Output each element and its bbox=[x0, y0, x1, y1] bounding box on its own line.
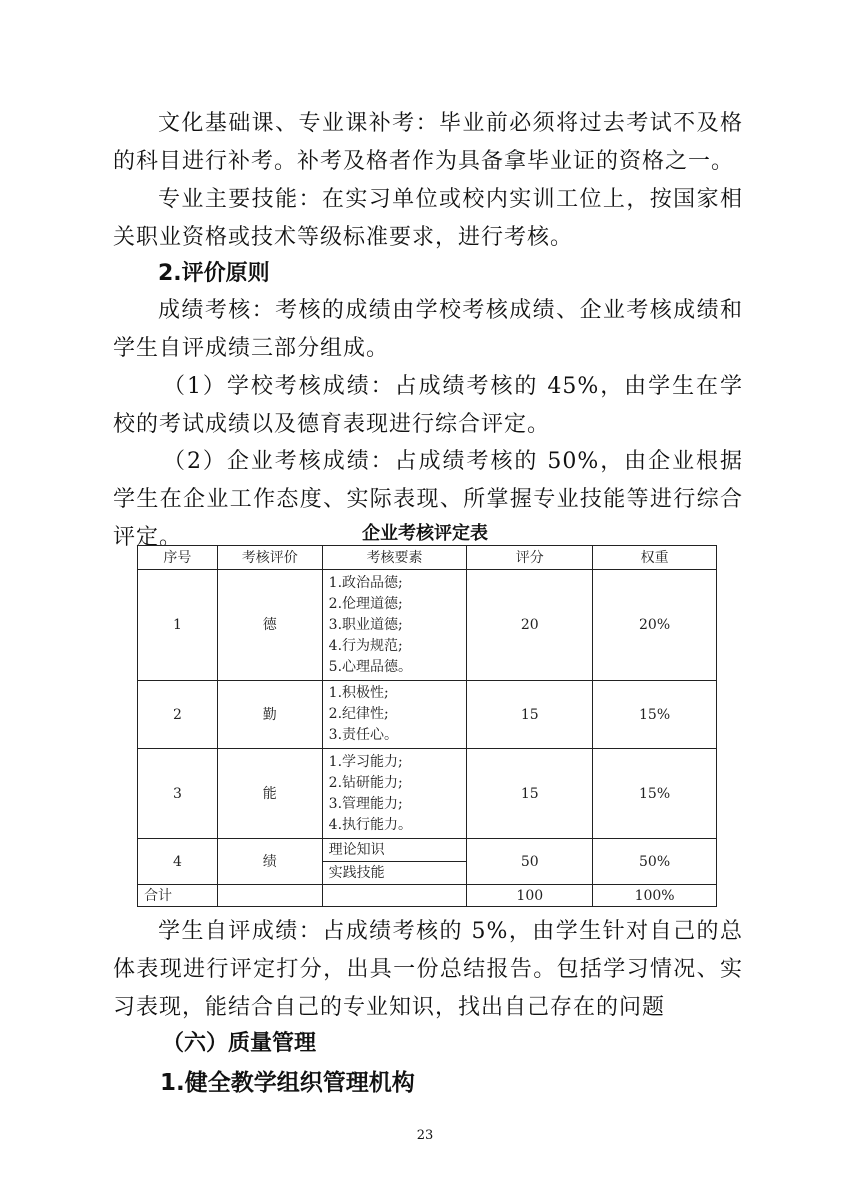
paragraph-self-assessment: 学生自评成绩：占成绩考核的 5%，由学生针对自己的总体表现进行评定打分，出具一份总结报告。包括学习情况、实习表现，能结合自己的专业知识，找出自己存在的问题 bbox=[113, 919, 743, 1020]
header-score: 评分 bbox=[467, 546, 593, 570]
row-score: 15 bbox=[467, 749, 593, 839]
row-weight: 20% bbox=[593, 570, 717, 681]
element-item: 4.执行能力。 bbox=[328, 816, 413, 833]
paragraph-makeup-exam: 文化基础课、专业课补考：毕业前必须将过去考试不及格的科目进行补考。补考及格者作为具备拿毕业证的资格之一。 bbox=[113, 111, 743, 174]
row-weight: 15% bbox=[593, 749, 717, 839]
element-item: 1.积极性; bbox=[328, 685, 389, 701]
total-weight: 100% bbox=[593, 885, 717, 907]
total-score: 100 bbox=[467, 885, 593, 907]
table-total-row bbox=[138, 885, 717, 907]
element-item: 2.伦理道德; bbox=[328, 595, 403, 612]
element-item: 4.行为规范; bbox=[328, 637, 403, 654]
row-elements bbox=[322, 681, 467, 749]
element-item: 1.学习能力; bbox=[328, 753, 403, 770]
element-item: 3.责任心。 bbox=[328, 727, 399, 743]
element-item: 2.纪律性; bbox=[328, 706, 389, 722]
row-no: 3 bbox=[138, 749, 218, 839]
header-category: 考核评价 bbox=[217, 546, 322, 570]
paragraph-core-skills: 专业主要技能：在实习单位或校内实训工位上，按国家相关职业资格或技术等级标准要求，进行考核。 bbox=[113, 187, 743, 250]
paragraph-school-assessment: （1）学校考核成绩：占成绩考核的 45%，由学生在学校的考试成绩以及德育表现进行综合评定。 bbox=[113, 374, 743, 437]
row-no: 1 bbox=[138, 570, 218, 681]
row-weight: 50% bbox=[593, 839, 717, 885]
heading-teaching-organization: 1.健全教学组织管理机构 bbox=[160, 1070, 415, 1096]
row-category: 勤 bbox=[217, 681, 322, 749]
header-weight: 权重 bbox=[593, 546, 717, 570]
enterprise-evaluation-table bbox=[137, 545, 717, 907]
row-score: 20 bbox=[467, 570, 593, 681]
page-number: 23 bbox=[416, 1128, 434, 1143]
row-category: 绩 bbox=[217, 839, 322, 885]
table-header-row bbox=[138, 546, 717, 570]
element-item: 5.心理品德。 bbox=[328, 658, 413, 675]
header-no: 序号 bbox=[138, 546, 218, 570]
row-elements bbox=[322, 749, 467, 839]
element-item: 理论知识 bbox=[322, 839, 467, 862]
element-item: 实践技能 bbox=[322, 862, 467, 885]
table-title: 企业考核评定表 bbox=[362, 523, 488, 544]
total-label: 合计 bbox=[138, 885, 218, 907]
table-row bbox=[138, 570, 717, 681]
row-no: 2 bbox=[138, 681, 218, 749]
row-no: 4 bbox=[138, 839, 218, 885]
heading-quality-management: （六）质量管理 bbox=[162, 1031, 317, 1056]
element-item: 1.政治品德; bbox=[328, 574, 403, 591]
paragraph-grade-assessment: 成绩考核：考核的成绩由学校考核成绩、企业考核成绩和学生自评成绩三部分组成。 bbox=[113, 298, 743, 361]
row-score: 50 bbox=[467, 839, 593, 885]
element-item: 3.管理能力; bbox=[328, 795, 403, 812]
table-row bbox=[138, 839, 717, 862]
element-item: 2.钻研能力; bbox=[328, 774, 403, 791]
table-row bbox=[138, 749, 717, 839]
row-category: 德 bbox=[217, 570, 322, 681]
total-empty-cell bbox=[217, 885, 322, 907]
heading-evaluation-principles: 2.评价原则 bbox=[158, 261, 270, 286]
element-item: 3.职业道德; bbox=[328, 616, 403, 633]
row-score: 15 bbox=[467, 681, 593, 749]
row-weight: 15% bbox=[593, 681, 717, 749]
paragraph-enterprise-assessment: （2）企业考核成绩：占成绩考核的 50%，由企业根据学生在企业工作态度、实际表现、所掌握专业技能等进行综合评定。 bbox=[113, 449, 743, 550]
row-elements bbox=[322, 570, 467, 681]
total-empty-cell bbox=[322, 885, 467, 907]
row-category: 能 bbox=[217, 749, 322, 839]
table-row bbox=[138, 681, 717, 749]
header-elements: 考核要素 bbox=[322, 546, 467, 570]
